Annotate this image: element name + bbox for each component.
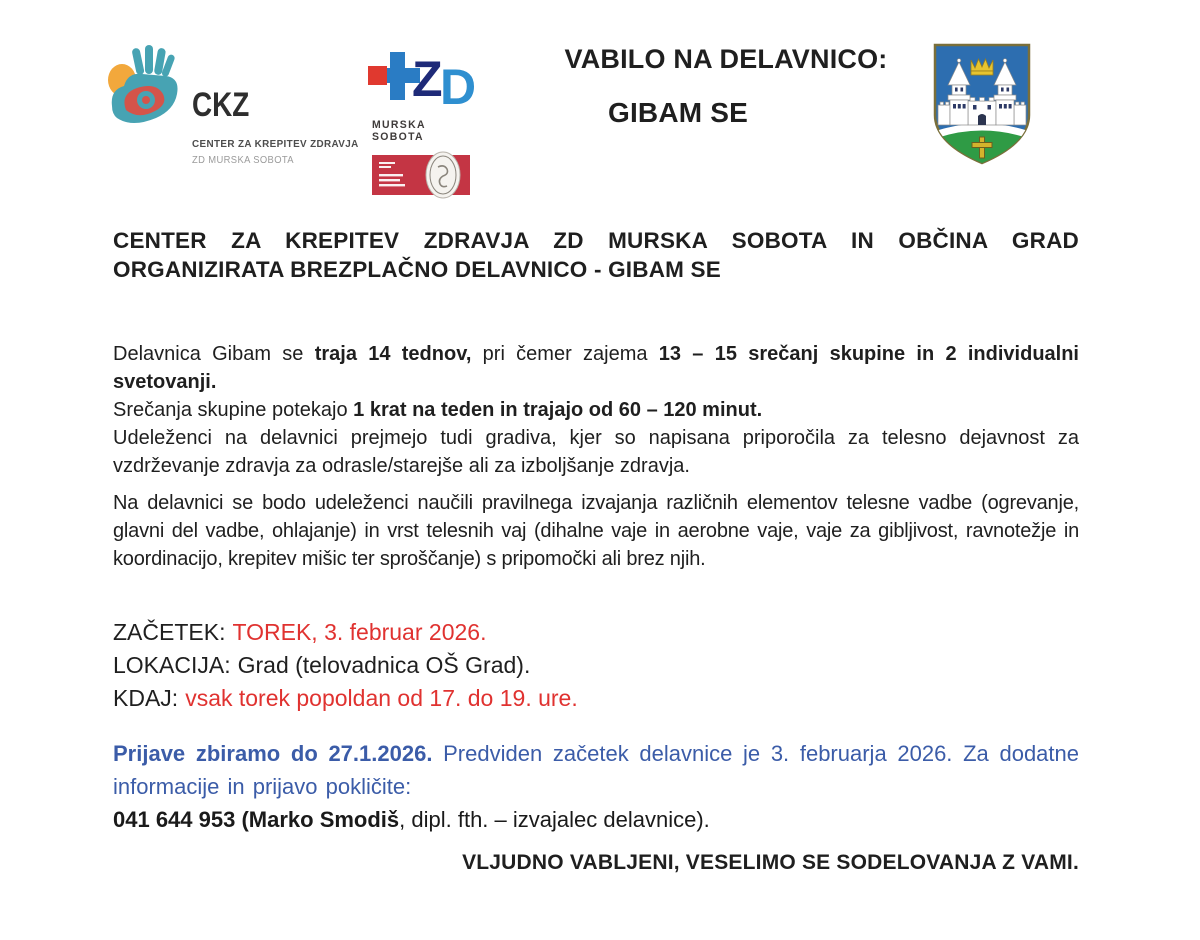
schedule-location-value: Grad (telovadnica OŠ Grad). xyxy=(237,652,531,678)
grad-coat-of-arms-icon xyxy=(931,41,1033,167)
signup-block xyxy=(113,737,1079,836)
intro-paragraphs xyxy=(113,340,1079,480)
schedule-when-value: vsak torek popoldan od 17. do 19. ure. xyxy=(185,685,578,711)
title-line-1: VABILO NA DELAVNICO: xyxy=(564,44,888,74)
ckz-acronym: CKZ xyxy=(192,86,250,124)
schedule-location xyxy=(113,649,1079,682)
svg-text:D: D xyxy=(440,59,477,108)
zd-city-label: MURSKA SOBOTA xyxy=(372,119,426,143)
schedule-start-value: TOREK, 3. februar 2026. xyxy=(232,619,487,645)
paragraph-materials: Udeleženci na delavnici prejmejo tudi gradiva, kjer so napisana priporočila za telesno dejavnost za vzdrževanje zdravja za odrasle/starejše ali za izboljšanje zdravja. xyxy=(113,427,1079,477)
document-heading xyxy=(113,226,1079,284)
ckz-logo xyxy=(104,44,369,166)
title-line-2: GIBAM SE xyxy=(607,97,749,128)
schedule-location-label: LOKACIJA: xyxy=(113,652,231,678)
schedule-when-label: KDAJ: xyxy=(113,685,179,711)
heading-line-1: CENTER ZA KREPITEV ZDRAVJA ZD MURSKA SOBOTA IN OBČINA GRAD xyxy=(113,228,1079,253)
paragraph-duration: Delavnica Gibam se traja 14 tednov, pri čemer zajema 13 – 15 srečanj skupine in 2 individualni svetovanji. xyxy=(113,343,1079,393)
paragraph-frequency: Srečanja skupine potekajo 1 krat na teden in trajajo od 60 – 120 minut. xyxy=(113,399,763,421)
ckz-subtitle-2: ZD MURSKA SOBOTA xyxy=(192,155,294,166)
ckz-subtitle: CENTER ZA KREPITEV ZDRAVJA xyxy=(192,138,359,150)
zd-logo xyxy=(368,46,484,198)
schedule-start-label: ZAČETEK: xyxy=(113,619,226,645)
heading-line-2: ORGANIZIRATA BREZPLAČNO DELAVNICO - GIBAM SE xyxy=(113,257,721,282)
document-title xyxy=(520,44,932,129)
closing-line: VLJUDNO VABLJENI, VESELIMO SE SODELOVANJA Z VAMI. xyxy=(462,851,1079,874)
signup-deadline: Prijave zbiramo do 27.1.2026. Predviden začetek delavnice je 3. februarja 2026. Za dodatne informacije in prijavo pokličite: xyxy=(113,741,1079,799)
zd-cross-icon xyxy=(368,46,484,108)
contact-phone: 041 644 953 (Marko Smodiš, dipl. fth. – izvajalec delavnice). xyxy=(113,807,710,832)
schedule-when xyxy=(113,682,1079,715)
paragraph-content: Na delavnici se bodo udeleženci naučili pravilnega izvajanja različnih elementov telesne vadbe (ogrevanje, glavni del vadbe, ohlajanje) in vrst telesnih vaj (dihalne vaje in aerobne vaje, vaje za gibljivost, ravnotežje in koordinacijo, krepitev mišic ter sproščanje) s pripomočki ali brez njih. xyxy=(113,492,1079,570)
schedule-block xyxy=(113,616,1079,715)
oval-crest-icon xyxy=(372,152,470,198)
zd-banner xyxy=(372,152,470,198)
hand-heart-icon xyxy=(104,44,184,132)
svg-text:Z: Z xyxy=(412,51,443,107)
schedule-start xyxy=(113,616,1079,649)
